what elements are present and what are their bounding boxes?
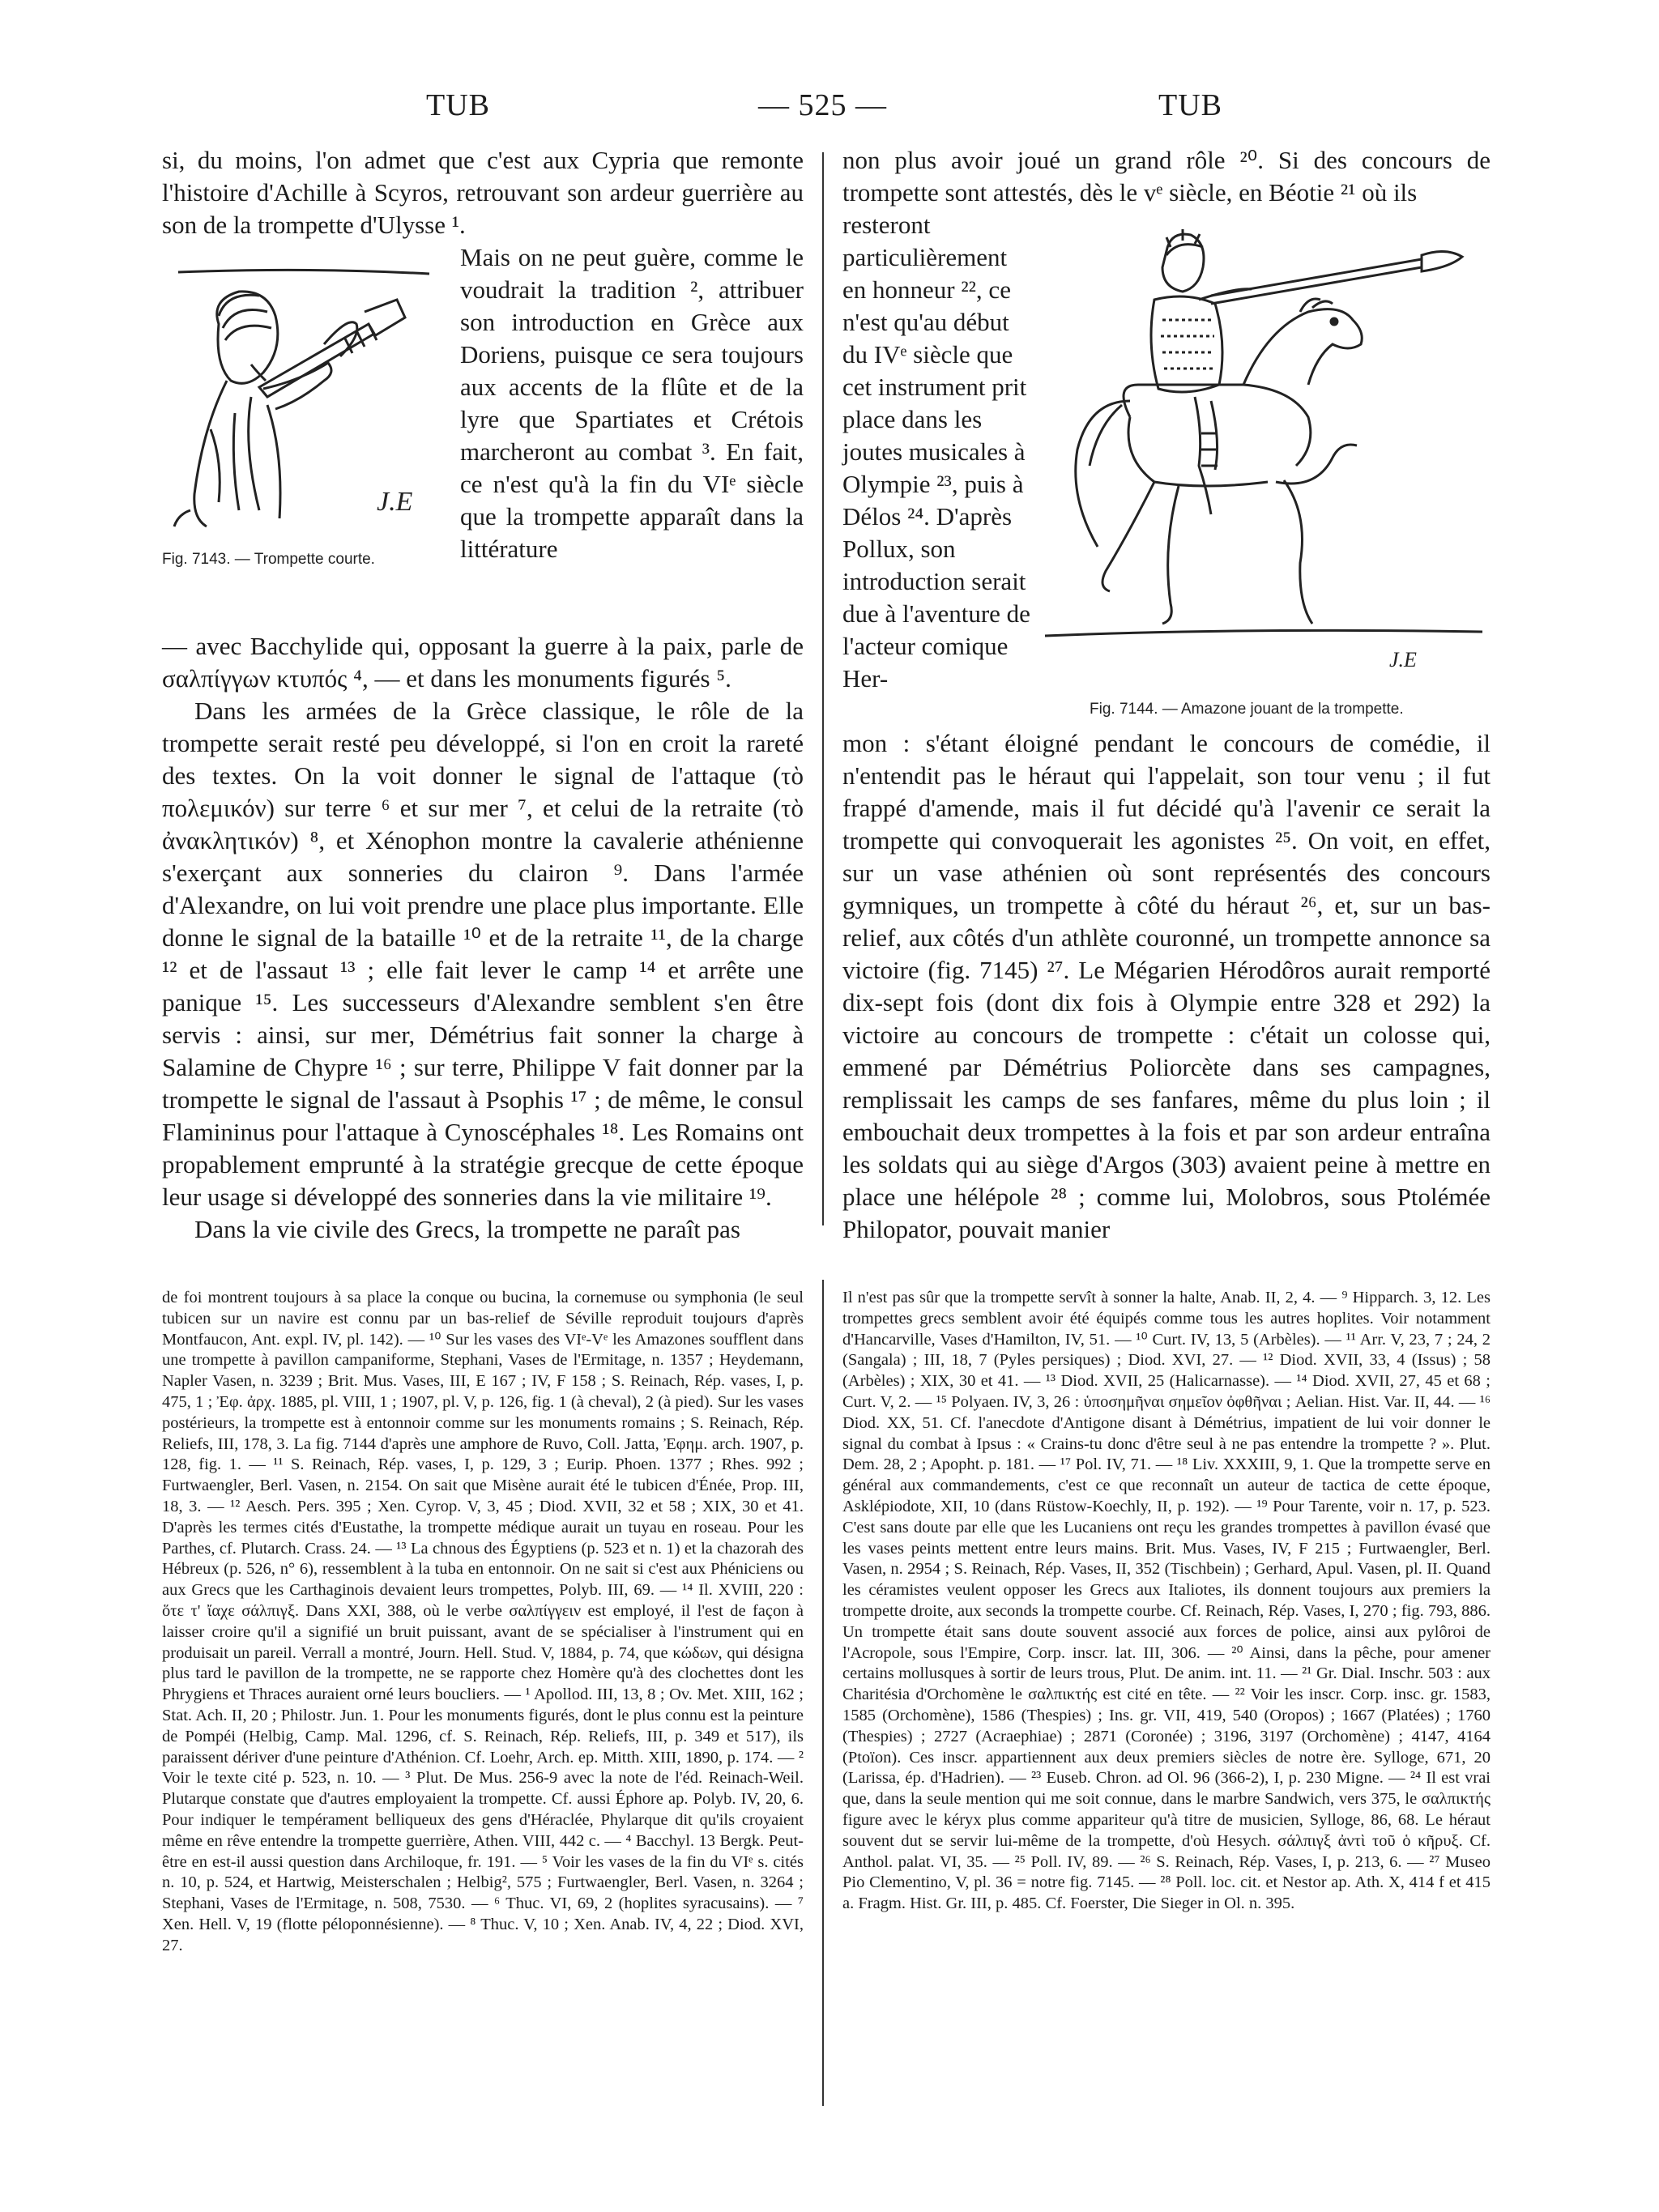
right-wrap-column — [842, 209, 1030, 695]
footnote-block: de foi montrent toujours à sa place la conque ou bucina, la cornemuse ou symphonia (le seul tubicen sur un navire est connu par un bas-relief de Séville reproduit toujours d'après Montfaucon, Ant. expl. IV, pl. 142). — ¹⁰ Sur les vases des VIᵉ-Vᵉ les Amazones soufflent dans une trompette à pavillon campaniforme, Stephani, Vases de l'Ermitage, n. 1357 ; Heydemann, Napler Vasen, n. 3239 ; Brit. Mus. Vases, III, E 167 ; IV, F 158 ; S. Reinach, Rép. vases, I, p. 475, 1 ; Ἐφ. ἀρχ. 1885, pl. VIII, 1 ; 1907, pl. V, p. 126, fig. 1 (à cheval), 2 (à pied). Sur les vases postérieurs, la trompette est à entonnoir comme sur les monuments romains ; S. Reinach, Rép. Reliefs, III, 178, 3. La fig. 7144 d'après une amphore de Ruvo, Coll. Jatta, Ἐφημ. arch. 1907, p. 128, fig. 1. — ¹¹ S. Reinach, Rép. vases, I, p. 129, 3 ; Eurip. Phoen. 1377 ; Rhes. 992 ; Furtwaengler, Berl. Vasen, n. 2154. On sait que Misène aurait été le tubicen d'Énée, Prop. III, 18, 3. — ¹² Aesch. Pers. 395 ; Xen. Cyrop. V, 3, 45 ; Diod. XVII, 32 et 58 ; XIX, 30 et 41. D'après les termes cités d'Eustathe, la trompette médique aurait un tuyau en roseau. Pour les Parthes, cf. Plutarch. Crass. 24. — ¹³ La chnous des Égyptiens (p. 523 et n. 1) et la chazorah des Hébreux (p. 526, n° 6), ressemblent à la tuba en entonnoir. On ne sait si c'est aux Phéniciens ou aux Grecs que les Carthaginois devaient leurs trompettes, Polyb. III, 69. — ¹⁴ Il. XVIII, 220 : ὅτε τ' ἴαχε σάλπιγξ. Dans XXI, 388, où le verbe σαλπίγγειν est employé, il l'est de façon à laisser croire qu'il a signifié un bruit puissant, avant de se spécialiser à l'instrument qui en produisait un pareil. Verrall a montré, Journ. Hell. Stud. V, 1884, p. 74, que κώδων, qui désigna plus tard le pavillon de la trompette, ne se rapporte chez Homère qu'à des clochettes dont les Phrygiens et Thraces auraient orné leurs boucliers. — ¹ Apollod. III, 13, 8 ; Ov. Met. XIII, 162 ; Stat. Ach. II, 20 ; Philostr. Jun. 1. Pour les monuments figurés, dont le plus connu est la peinture de Pompéi (Helbig, Camp. Mal. 1296, cf. S. Reinach, Rép. Reliefs, III, p. 349 et 517), ils paraissent dériver d'une peinture d'Athénion. Cf. Loehr, Arch. ep. Mitth. XIII, 1890, p. 174. — ² Voir le texte cité p. 523, n. 10. — ³ Plut. De Mus. 256-9 avec la note de l'éd. Reinach-Weil. Plutarque constate que d'autres employaient la trompette. Cf. aussi Éphore ap. Polyb. IV, 20, 6. Pour indiquer le tempérament belliqueux des gens d'Héraclée, Phylarque dit qu'ils croyaient même en rêve entendre la trompette guerrière, Athen. VIII, 442 c. — ⁴ Bacchyl. 13 Bergk. Peut-être en est-il aussi question dans Archiloque, fr. 191. — ⁵ Voir les vases de la fin du VIᵉ s. cités n. 10, p. 524, et Hartwig, Meisterschalen ; Helbig², 575 ; Furtwaengler, Berl. Vasen, n. 3264 ; Stephani, Vases de l'Ermitage, n. 508, 7530. — ⁶ Thuc. VI, 69, 2 (hoplites syracusains). — ⁷ Xen. Hell. V, 19 (flotte péloponnésienne). — ⁸ Thuc. V, 10 ; Xen. Anab. IV, 4, 22 ; Diod. XVI, 27. — [162, 1289, 804, 1954]
right-p1-bottom: mon : s'étant éloigné pendant le concours de comédie, il n'entendit pas le héraut qui l'appelait, son tour venu ; il fut frappé d'amende, mais il fut décidé qu'à l'avenir ce serait la trompette qui convoquerait les agonistes ²⁵. On voit, en effet, sur un vase athénien où sont représentés des concours gymniques, un trompette à côté du héraut ²⁶, et, sur un bas-relief, aux côtés d'un athlète couronné, un trompette annonce sa victoire (fig. 7145) ²⁷. Le Mégarien Hérodôros aurait remporté dix-sept fois (dont dix fois à Olympie entre 328 et 292) la victoire au concours de trompette : c'était un colosse qui, emmené par Démétrius Poliorcète dans ses campagnes, remplissait les camps de ses fanfares, même du plus loin ; il embouchait deux trompettes à la fois et par son ardeur entraîna les soldats qui au siège d'Argos (303) avaient peine à mettre en place une hélépole ²⁸ ; comme lui, Molobros, sous Ptolémée Philopator, pouvait manier — [842, 729, 1491, 1243]
trumpeter-drawing — [162, 267, 450, 535]
right-p1-top: non plus avoir joué un grand rôle ²⁰. Si des concours de trompette sont attestés, dès le vᵉ siècle, en Béotie ²¹ où ils — [842, 146, 1491, 207]
left-p3: Dans la vie civile des Grecs, la trompette ne paraît pas — [194, 1215, 740, 1243]
figure-7143-caption: Fig. 7143. — Trompette courte. — [162, 551, 375, 568]
left-p2: Dans les armées de la Grèce classique, le rôle de la trompette serait resté peu développé, si l'on en croit la rareté des textes. On la voit donner le signal de l'attaque (τὸ πολεμικόν) sur terre ⁶ et sur mer ⁷, et celui de la retraite (τὸ ἀνακλητικόν) ⁸, et Xénophon montre la cavalerie athénienne s'exerçant aux sonneries du clairon ⁹. Dans l'armée d'Alexandre, on lui voit prendre une place plus importante. Elle donne le signal de la bataille ¹⁰ et de la retraite ¹¹, de la charge ¹² et de l'assaut ¹³ ; elle fait lever le camp ¹⁴ et arrête une panique ¹⁵. Les successeurs d'Alexandre semblent s'en être servis : ainsi, sur mer, Démétrius fait sonner la charge à Salamine de Chypre ¹⁶ ; sur terre, Philippe V fait donner par la trompette le signal de l'assaut à Psophis ¹⁷ ; de même, le consul Flamininus pour l'attaque à Cynoscéphales ¹⁸. Les Romains ont propablement emprunté à la stratégie grecque de cette époque leur usage si développé des sonneries dans la vie militaire ¹⁹. — [162, 697, 804, 1211]
header-left: TUB — [426, 88, 490, 122]
right-lower-column — [842, 727, 1491, 1246]
header-right: TUB — [1158, 88, 1222, 122]
figure-7144-caption: Fig. 7144. — Amazone jouant de la trompette. — [1090, 701, 1404, 718]
column-divider — [822, 152, 824, 1225]
figure-7144 — [1041, 223, 1491, 721]
left-p1-wrap: Mais on ne peut guère, comme le voudrait la tradition ², attribuer son introduction en Grèce aux Doriens, puisque ce sera toujours aux accents de la flûte et de la lyre que Spartiates et Crétois marcheront au combat ³. En fait, ce n'est qu'à la fin du VIᵉ siècle que la trompette apparaît dans la littérature — [460, 243, 804, 563]
figure-7144-signature: J.E — [1389, 648, 1417, 671]
footnotes-right — [842, 1288, 1491, 1915]
right-column — [842, 144, 1491, 209]
left-wrap-column — [460, 241, 804, 565]
page-number: — 525 — — [758, 88, 887, 122]
amazon-trumpeter-drawing — [1041, 223, 1491, 676]
left-lower-column — [162, 630, 804, 1246]
frame-top — [178, 270, 429, 274]
footnote-divider — [822, 1280, 824, 2106]
left-p1-top: si, du moins, l'on admet que c'est aux Cypria que remonte l'histoire d'Achille à Scyros, retrouvant son ardeur guerrière au son de la trompette d'Ulysse ¹. — [162, 146, 804, 239]
footnotes-left — [162, 1288, 804, 1957]
figure-7143-signature: J.E — [377, 487, 413, 517]
right-p1-wrap: resteront particulièrement en honneur ²², ce n'est qu'au début du IVᵉ siècle que cet instrument prit place dans les joutes musicales à Olympie ²³, puis à Délos ²⁴. D'après Pollux, son introduction serait due à l'aventure de l'acteur comique Her- — [842, 211, 1030, 693]
left-p1-bottom: — avec Bacchylide qui, opposant la guerre à la paix, parle de σαλπίγγων κτυπός ⁴, — et dans les monuments figurés ⁵. — [162, 632, 804, 693]
footnote-block: Il n'est pas sûr que la trompette servît à sonner la halte, Anab. II, 2, 4. — ⁹ Hipparch. 3, 12. Les trompettes grecs semblent avoir été équipés comme tous les autres hoplites. Voir notamment d'Hancarville, Vases d'Hamilton, IV, 51. — ¹⁰ Curt. IV, 13, 5 (Arbèles). — ¹¹ Arr. V, 23, 7 ; 24, 2 (Sangala) ; III, 18, 7 (Pyles persiques) ; Diod. XVI, 27. — ¹² Diod. XVII, 33, 4 (Issus) ; 58 (Arbèles) ; XIX, 30 et 41. — ¹³ Diod. XVII, 25 (Halicarnasse). — ¹⁴ Diod. XVII, 27, 45 et 68 ; Curt. V, 2. — ¹⁵ Polyaen. IV, 3, 26 : ὑποσημῆναι σημεῖον ὀφθῆναι ; Aelian. Hist. Var. II, 44. — ¹⁶ Diod. XX, 51. Cf. l'anecdote d'Antigone disant à Démétrius, impatient de lui voir donner le signal du combat à Ipsus : « Crains-tu donc d'être seul à ne pas entendre la trompette ? ». Plut. Dem. 28, 2 ; Apopht. p. 181. — ¹⁷ Pol. IV, 71. — ¹⁸ Liv. XXXIII, 9, 1. Que la trompette serve en général aux commandements, c'est ce que reconnaît un auteur de tactica de cette époque, Asklépiodote, XII, 10 (dans Rüstow-Koechly, II, p. 192). — ¹⁹ Pour Tarente, voir n. 17, p. 523. C'est sans doute par elle que les Lucaniens ont reçu les grandes trompettes à pavillon évasé que les vases peints mettent entre leurs mains. Brit. Mus. Vases, IV, F 215 ; Furtwaengler, Berl. Vasen, n. 2954 ; S. Reinach, Rép. Vases, II, 352 (Tischbein) ; Gerhard, Apul. Vasen, pl. II. Quand les céramistes veulent opposer les Grecs aux Italiotes, ils donnent toujours aux premiers la trompette droite, aux seconds la trompette courbe. Cf. Reinach, Rép. Vases, I, 270 ; fig. 793, 886. Un trompette était sans doute souvent associé aux forces de police, ainsi aux pylôroi de l'Acropole, sous l'Empire, Corp. inscr. lat. III, 306. — ²⁰ Ainsi, dans la pêche, pour amener certains mollusques à sortir de leurs trous, Plut. De anim. int. 11. — ²¹ Gr. Dial. Inschr. 503 : aux Charitésia d'Orchomène le σαλπικτής est cité en tête. — ²² Voir les inscr. Corp. insc. gr. 1583, 1585 (Orchomène), 1586 (Thespies) ; Ins. gr. VII, 419, 540 (Oropos) ; 1667 (Platées) ; 1760 (Thespies) ; 2727 (Acraephiae) ; 2871 (Coronée) ; 3196, 3197 (Orchomène) ; 4147, 4164 (Ptoïon). Ces inscr. appartiennent aux deux premiers siècles de notre ère. Sylloge, 671, 20 (Larissa, ép. d'Hadrien). — ²³ Euseb. Chron. ad Ol. 96 (366-2), I, p. 230 Migne. — ²⁴ Il est vrai que, dans la seule mention qui me soit connue, dans le marbre Sandwich, vers 375, le σαλπικτής figure avec le kéryx plus comme appariteur qu'à titre de musicien, Sylloge, 86, 68. Le héraut souvent dut se servir lui-même de la trompette, d'où Hesych. σάλπιγξ ἀντὶ τοῦ ὁ κῆρυξ. Cf. Anthol. palat. VI, 35. — ²⁵ Poll. IV, 89. — ²⁶ S. Reinach, Rép. Vases, I, p. 213, 6. — ²⁷ Museo Pio Clementino, V, pl. 36 = notre fig. 7145. — ²⁸ Poll. loc. cit. et Nestor ap. Ath. X, 414 f et 415 a. Fragm. Hist. Gr. III, p. 485. Cf. Foerster, Die Sieger in Ol. n. 395. — [842, 1289, 1491, 1913]
left-column — [162, 144, 804, 241]
figure-7143 — [162, 267, 450, 575]
